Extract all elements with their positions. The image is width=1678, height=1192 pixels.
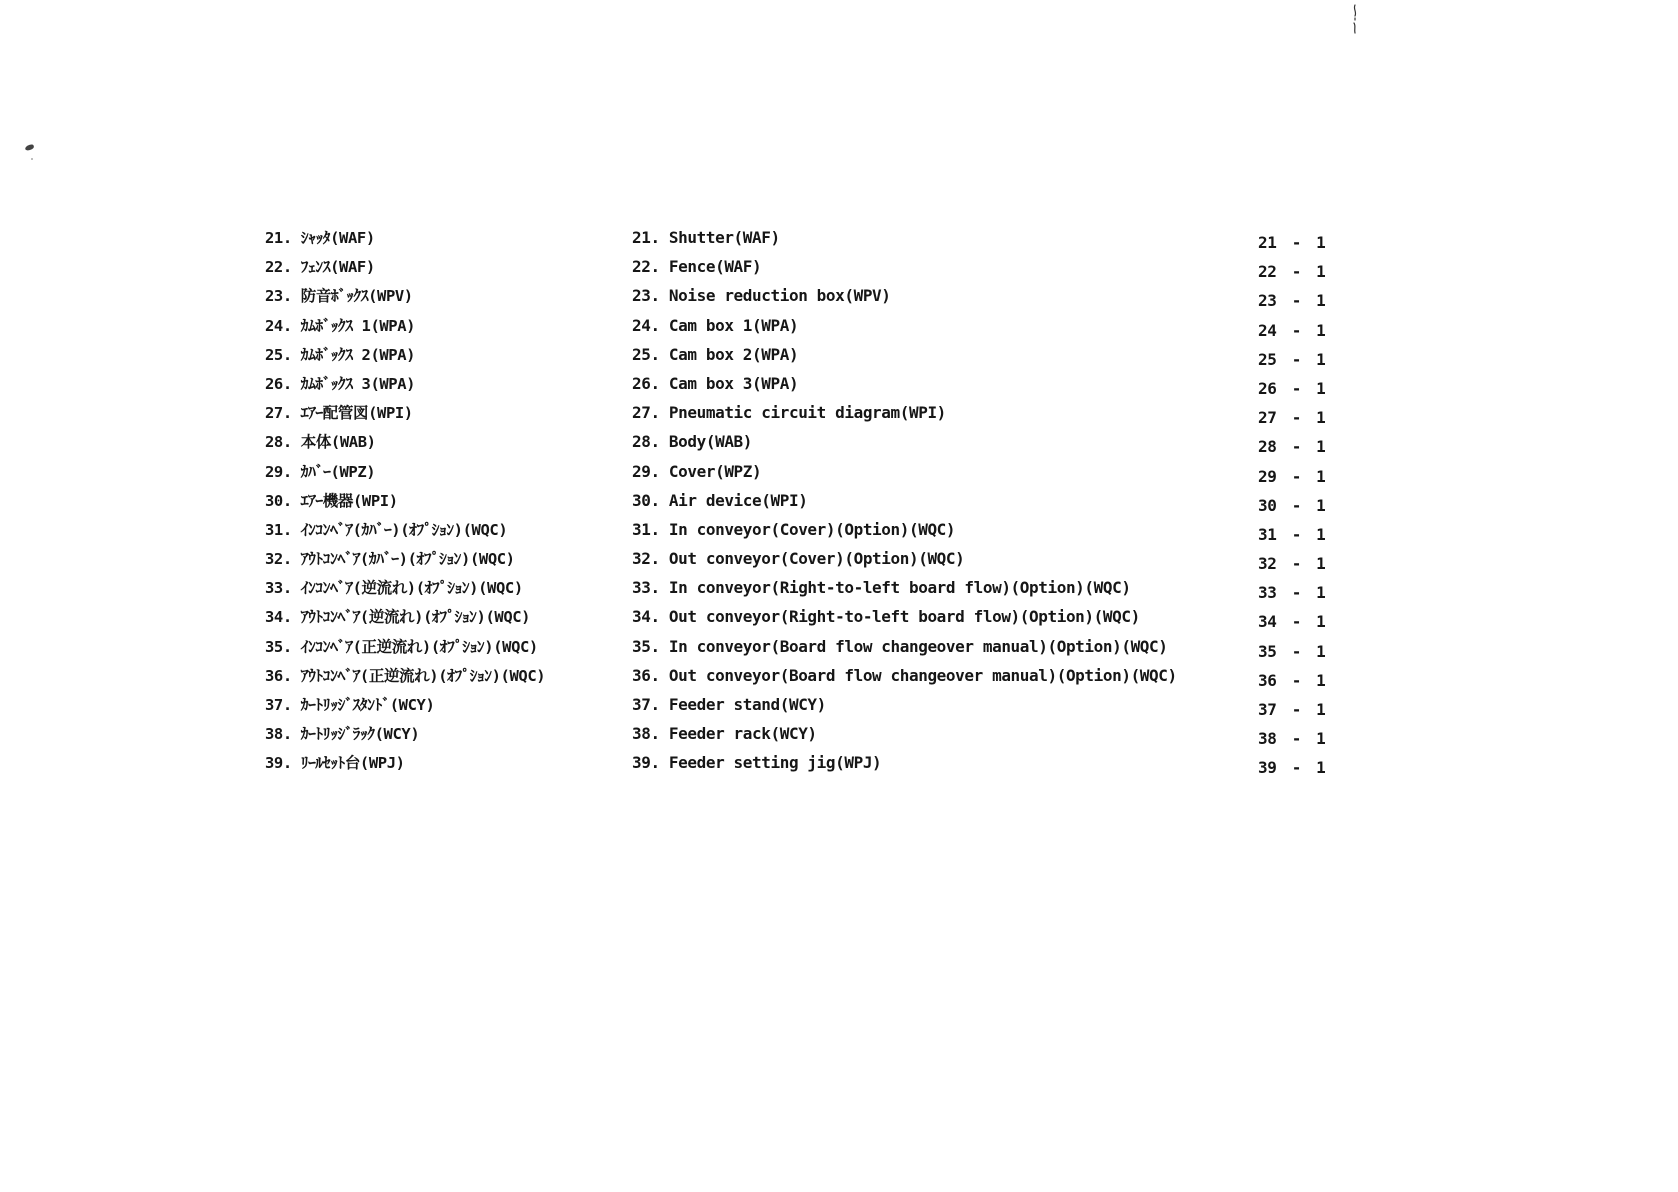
toc-entry-page-number: 22 - 1: [1258, 262, 1326, 282]
toc-entry-english: 34. Out conveyor(Right-to-left board flow)(Option)(WQC): [632, 607, 1140, 627]
toc-entry-page-number: 28 - 1: [1258, 437, 1326, 457]
toc-entry-english: 29. Cover(WPZ): [632, 461, 762, 481]
toc-entry-page-number: 37 - 1: [1258, 700, 1326, 719]
toc-row: [0, 256, 1678, 285]
toc-entry-page-number: 25 - 1: [1258, 349, 1326, 369]
toc-entry-japanese: 35. ｲﾝｺﾝﾍﾞｱ(正逆流れ)(ｵﾌﾟｼｮﾝ)(WQC): [265, 637, 538, 656]
toc-entry-page-number: 39 - 1: [1258, 758, 1326, 778]
toc-row: [0, 548, 1678, 577]
toc-entry-japanese: 22. ﾌｪﾝｽ(WAF): [265, 258, 375, 277]
toc-list: [0, 227, 1678, 782]
toc-row: [0, 344, 1678, 373]
toc-entry-japanese: 25. ｶﾑﾎﾞｯｸｽ 2(WPA): [265, 345, 416, 364]
toc-entry-page-number: 33 - 1: [1258, 583, 1326, 603]
toc-entry-japanese: 31. ｲﾝｺﾝﾍﾞｱ(ｶﾊﾞｰ)(ｵﾌﾟｼｮﾝ)(WQC): [265, 520, 508, 539]
toc-entry-english: 35. In conveyor(Board flow changeover manual)(Option)(WQC): [632, 636, 1168, 656]
toc-entry-page-number: 31 - 1: [1258, 524, 1326, 544]
toc-row: [0, 606, 1678, 635]
toc-entry-japanese: 39. ﾘｰﾙｾｯﾄ台(WPJ): [265, 754, 405, 773]
toc-row: [0, 519, 1678, 548]
toc-row: [0, 373, 1678, 402]
toc-entry-japanese: 23. 防音ﾎﾞｯｸｽ(WPV): [265, 287, 413, 306]
toc-entry-english: 27. Pneumatic circuit diagram(WPI): [632, 403, 946, 423]
toc-entry-english: 23. Noise reduction box(WPV): [632, 286, 891, 306]
toc-entry-japanese: 34. ｱｳﾄｺﾝﾍﾞｱ(逆流れ)(ｵﾌﾟｼｮﾝ)(WQC): [265, 608, 531, 627]
toc-entry-page-number: 36 - 1: [1258, 670, 1326, 690]
toc-entry-japanese: 33. ｲﾝｺﾝﾍﾞｱ(逆流れ)(ｵﾌﾟｼｮﾝ)(WQC): [265, 579, 523, 598]
toc-row: [0, 752, 1678, 781]
toc-entry-english: 31. In conveyor(Cover)(Option)(WQC): [632, 519, 956, 539]
toc-entry-page-number: 27 - 1: [1258, 408, 1326, 428]
toc-entry-english: 24. Cam box 1(WPA): [632, 315, 799, 335]
toc-row: [0, 315, 1678, 344]
toc-row: [0, 227, 1678, 256]
toc-entry-english: 26. Cam box 3(WPA): [632, 373, 799, 393]
toc-row: [0, 402, 1678, 431]
toc-entry-japanese: 24. ｶﾑﾎﾞｯｸｽ 1(WPA): [265, 316, 416, 335]
scan-artifact-dot: [31, 158, 33, 160]
toc-entry-page-number: 23 - 1: [1258, 291, 1326, 311]
toc-entry-japanese: 37. ｶｰﾄﾘｯｼﾞｽﾀﾝﾄﾞ(WCY): [265, 696, 435, 714]
toc-entry-page-number: 35 - 1: [1258, 641, 1326, 661]
toc-row: [0, 723, 1678, 752]
toc-entry-english: 21. Shutter(WAF): [632, 228, 780, 247]
toc-row: [0, 285, 1678, 314]
toc-entry-page-number: 29 - 1: [1258, 466, 1326, 486]
toc-row: [0, 665, 1678, 694]
toc-entry-page-number: 34 - 1: [1258, 612, 1326, 632]
toc-entry-page-number: 30 - 1: [1258, 495, 1326, 515]
toc-entry-japanese: 38. ｶｰﾄﾘｯｼﾞﾗｯｸ(WCY): [265, 725, 420, 744]
toc-entry-japanese: 28. 本体(WAB): [265, 433, 376, 452]
toc-entry-english: 37. Feeder stand(WCY): [632, 695, 826, 714]
toc-row: [0, 490, 1678, 519]
toc-row: [0, 577, 1678, 606]
toc-entry-japanese: 21. ｼｬｯﾀ(WAF): [265, 229, 375, 247]
scan-artifact-speck: [24, 144, 34, 152]
toc-row: [0, 694, 1678, 723]
toc-entry-english: 33. In conveyor(Right-to-left board flow)(Option)(WQC): [632, 578, 1131, 598]
toc-entry-english: 22. Fence(WAF): [632, 257, 762, 277]
toc-entry-japanese: 29. ｶﾊﾞｰ(WPZ): [265, 462, 376, 481]
toc-entry-english: 39. Feeder setting jig(WPJ): [632, 753, 882, 773]
toc-entry-page-number: 24 - 1: [1258, 320, 1326, 340]
toc-row: [0, 461, 1678, 490]
toc-entry-english: 30. Air device(WPI): [632, 490, 808, 510]
toc-entry-page-number: 21 - 1: [1258, 233, 1326, 252]
scan-artifact-squiggle: [1350, 4, 1360, 34]
toc-entry-english: 32. Out conveyor(Cover)(Option)(WQC): [632, 549, 965, 569]
toc-entry-japanese: 36. ｱｳﾄｺﾝﾍﾞｱ(正逆流れ)(ｵﾌﾟｼｮﾝ)(WQC): [265, 666, 546, 685]
toc-entry-japanese: 30. ｴｱｰ機器(WPI): [265, 491, 398, 510]
toc-entry-page-number: 38 - 1: [1258, 729, 1326, 749]
toc-entry-page-number: 26 - 1: [1258, 378, 1326, 398]
toc-entry-page-number: 32 - 1: [1258, 554, 1326, 574]
toc-entry-english: 28. Body(WAB): [632, 432, 753, 452]
toc-entry-english: 36. Out conveyor(Board flow changeover manual)(Option)(WQC): [632, 665, 1177, 685]
toc-entry-japanese: 26. ｶﾑﾎﾞｯｸｽ 3(WPA): [265, 374, 416, 393]
toc-row: [0, 431, 1678, 460]
toc-entry-english: 25. Cam box 2(WPA): [632, 344, 799, 364]
toc-entry-english: 38. Feeder rack(WCY): [632, 724, 817, 744]
toc-entry-japanese: 27. ｴｱｰ配管図(WPI): [265, 404, 413, 423]
toc-entry-japanese: 32. ｱｳﾄｺﾝﾍﾞｱ(ｶﾊﾞｰ)(ｵﾌﾟｼｮﾝ)(WQC): [265, 550, 515, 569]
toc-row: [0, 636, 1678, 665]
